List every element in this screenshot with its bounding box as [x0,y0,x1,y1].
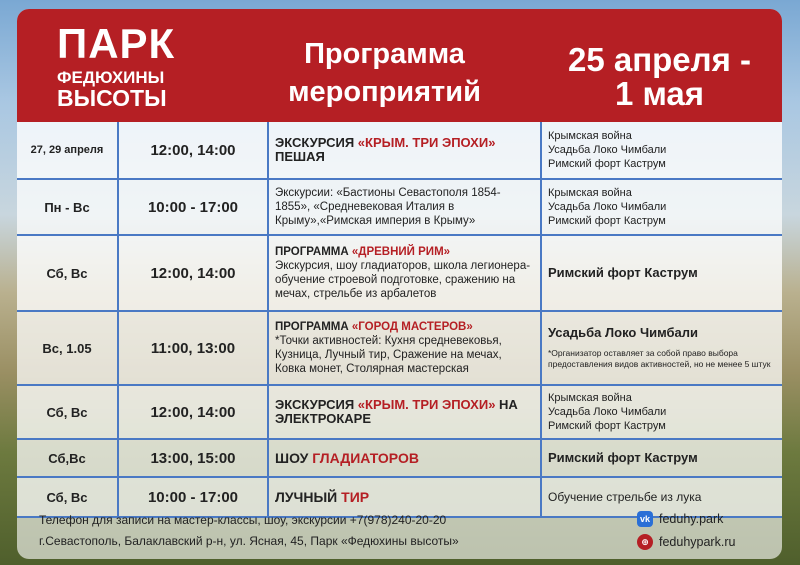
globe-icon: ⊕ [637,534,653,550]
event-prefix: ЛУЧНЫЙ [275,489,342,505]
logo-line2: ФЕДЮХИНЫ [57,68,165,87]
time-cell: 12:00, 14:00 [119,122,269,178]
vk-link[interactable] [637,511,723,527]
event-description: *Точки активностей: Кухня средневековья, Кузница, Лучный тир, Сражение на мечах, Ковка монет, Столярная мастерская [275,335,502,375]
vk-handle: feduhy.park [659,512,724,526]
event-prefix: ШОУ [275,450,313,466]
location-cell [542,440,782,476]
table-row [17,122,782,180]
table-row [17,236,782,312]
event-highlight: «КРЫМ. ТРИ ЭПОХИ» [357,397,496,412]
event-text: Экскурсии: «Бастионы Севастополя 1854-1855», «Средневековая Италия в Крыму»,«Римская империя в Крыму» [275,187,501,227]
program-title-line2: мероприятий [288,76,481,108]
day-cell: Сб, Вс [17,236,119,310]
schedule-table [17,122,782,518]
location-line: Усадьба Локо Чимбали [548,201,667,213]
event-description: Экскурсия, шоу гладиаторов, школа легионера-обучение строевой подготовке, сражению на мечах, стрельбе из арбалетов [275,260,531,300]
event-highlight: «ДРЕВНИЙ РИМ» [351,246,451,258]
event-cell [269,312,542,384]
location-cell [542,122,782,178]
website-url: feduhypark.ru [659,535,736,549]
location-line: Римский форт Каструм [548,215,666,227]
event-cell [269,122,542,178]
day-cell: Пн - Вс [17,180,119,234]
date-range [537,43,782,111]
park-logo [57,20,176,111]
time-cell: 12:00, 14:00 [119,386,269,438]
event-cell [269,440,542,476]
event-highlight: «ГОРОД МАСТЕРОВ» [351,321,473,333]
event-suffix: НА ЭЛЕКТРОКАРЕ [275,397,518,426]
event-prefix: ПРОГРАММА [275,246,352,258]
day-cell: Сб,Вс [17,440,119,476]
location-line: Римский форт Каструм [548,158,666,170]
phone-line: Телефон для записи на мастер-классы, шоу, экскурсии +7(978)240-20-20 [39,513,447,527]
location-line: Усадьба Локо Чимбали [548,144,667,156]
address-line: г.Севастополь, Балаклавский р-н, ул. Ясная, 45, Парк «Федюхины высоты» [39,534,459,548]
event-prefix: ПРОГРАММА [275,321,352,333]
header [17,9,782,122]
footer [17,504,782,559]
organizer-note: *Организатор оставляет за собой право выбора предоставления видов активностей, но не менее 5 штук [548,348,771,369]
location-line: Римский форт Каструм [548,265,698,280]
location-line: Усадьба Локо Чимбали [548,325,699,340]
event-highlight: ГЛАДИАТОРОВ [312,450,419,466]
program-title [262,35,507,111]
location-cell [542,180,782,234]
time-cell: 10:00 - 17:00 [119,478,269,516]
location-cell [542,312,782,384]
time-cell: 11:00, 13:00 [119,312,269,384]
date-range-line2: 1 мая [614,75,705,112]
event-cell [269,236,542,310]
location-line: Римский форт Каструм [548,450,698,465]
event-cell [269,386,542,438]
table-row [17,386,782,440]
schedule-card [17,9,782,559]
location-line: Крымская война [548,130,632,142]
location-cell [542,386,782,438]
logo-line3: ВЫСОТЫ [57,85,167,111]
date-range-line1: 25 апреля - [567,41,752,78]
vk-icon: vk [637,511,653,527]
location-line: Обучение стрельбе из лука [548,490,702,504]
logo-line1: ПАРК [57,20,176,67]
event-suffix: ПЕШАЯ [275,149,325,164]
day-cell: Сб, Вс [17,386,119,438]
time-cell: 10:00 - 17:00 [119,180,269,234]
program-title-line1: Программа [304,38,465,70]
location-line: Римский форт Каструм [548,420,666,432]
time-cell: 12:00, 14:00 [119,236,269,310]
time-cell: 13:00, 15:00 [119,440,269,476]
event-prefix: ЭКСКУРСИЯ [275,135,358,150]
website-link[interactable] [637,534,735,550]
day-cell: Сб, Вс [17,478,119,516]
event-highlight: «КРЫМ. ТРИ ЭПОХИ» [357,135,496,150]
location-line: Крымская война [548,392,632,404]
location-line: Крымская война [548,187,632,199]
table-row [17,312,782,386]
location-line: Усадьба Локо Чимбали [548,406,667,418]
table-row [17,180,782,236]
table-row [17,440,782,478]
event-prefix: ЭКСКУРСИЯ [275,397,358,412]
event-highlight: ТИР [341,489,370,505]
location-cell [542,236,782,310]
day-cell: 27, 29 апреля [17,122,119,178]
event-cell [269,180,542,234]
day-cell: Вс, 1.05 [17,312,119,384]
